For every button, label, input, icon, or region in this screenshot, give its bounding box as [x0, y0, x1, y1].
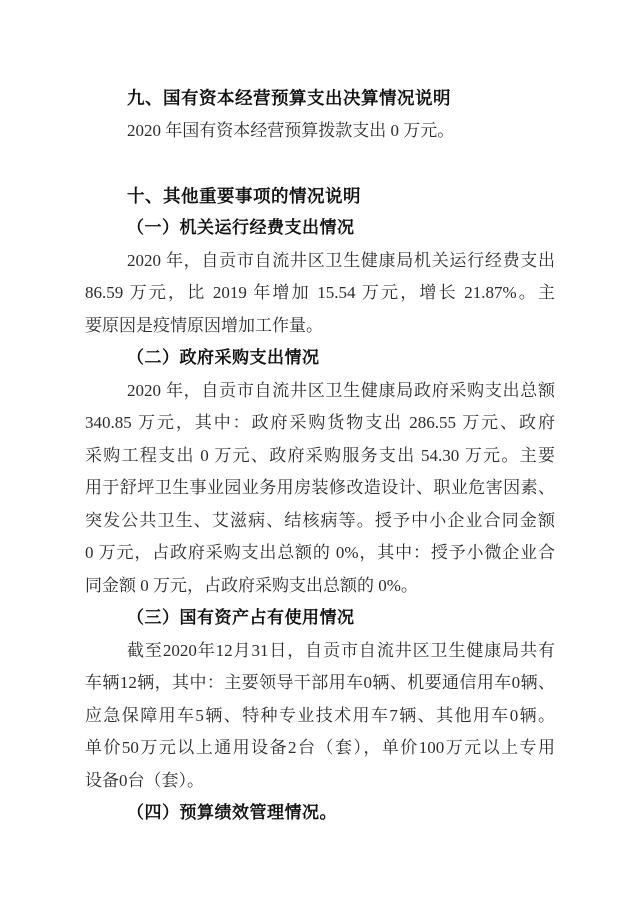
paragraph-line: 突发公共卫生、艾滋病、结核病等。授予中小企业合同金额 [85, 510, 555, 530]
paragraph-line: 车辆12辆，其中：主要领导干部用车0辆、机要通信用车0辆、 [85, 673, 555, 692]
paragraph-line: 应急保障用车5辆、特种专业技术用车7辆、其他用车0辆。 [85, 705, 555, 725]
paragraph-line: 要原因是疫情原因增加工作量。 [85, 315, 323, 335]
subsection-1-heading: （一）机关运行经费支出情况 [127, 218, 355, 237]
paragraph-line: 用于舒坪卫生事业园业务用房装修改造设计、职业危害因素、 [85, 478, 555, 497]
document-body [85, 82, 555, 830]
subsection-4-heading: （四）预算绩效管理情况。 [127, 803, 337, 822]
paragraph-line: 340.85 万元，其中：政府采购货物支出 286.55 万元、政府 [85, 413, 555, 432]
paragraph-line: 单价50万元以上通用设备2台（套），单价100万元以上专用 [85, 738, 555, 757]
paragraph-line: 同金额 0 万元，占政府采购支出总额的 0%。 [85, 575, 418, 595]
subsection-2-heading: （二）政府采购支出情况 [127, 348, 320, 367]
paragraph-line: 2020 年，自贡市自流井区卫生健康局政府采购支出总额 [127, 380, 555, 400]
paragraph-line: 86.59 万元，比 2019 年增加 15.54 万元，增长 21.87%。主 [85, 283, 555, 302]
section-9-heading: 九、国有资本经营预算支出决算情况说明 [127, 88, 451, 108]
section-10-heading: 十、其他重要事项的情况说明 [127, 185, 361, 206]
paragraph-line: 设备0台（套）。 [85, 770, 204, 790]
subsection-3-heading: （三）国有资产占有使用情况 [127, 608, 355, 627]
paragraph-line: 0 万元，占政府采购支出总额的 0%，其中：授予小微企业合 [85, 543, 555, 562]
paragraph-line: 2020 年，自贡市自流井区卫生健康局机关运行经费支出 [127, 250, 555, 270]
paragraph-line: 截至2020年12月31日，自贡市自流井区卫生健康局共有 [127, 640, 555, 660]
blank-line [85, 147, 555, 180]
paragraph-line: 采购工程支出 0 万元、政府采购服务支出 54.30 万元。主要 [85, 445, 555, 465]
section-9-body-line: 2020 年国有资本经营预算拨款支出 0 万元。 [127, 120, 455, 140]
